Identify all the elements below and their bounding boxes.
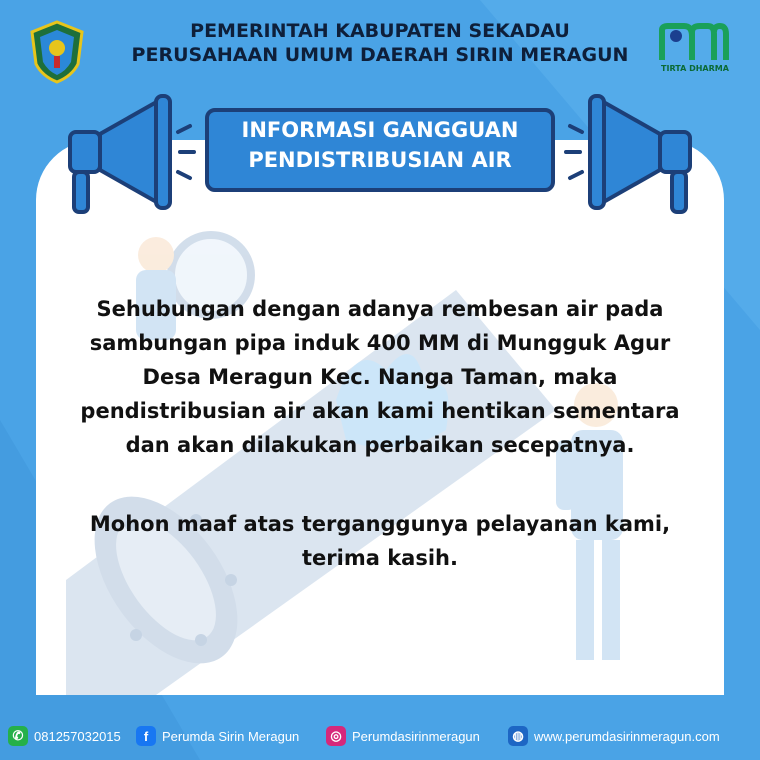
footer-phone[interactable] (8, 725, 121, 747)
footer-instagram[interactable] (326, 725, 480, 747)
website-url: www.perumdasirinmeragun.com (534, 728, 720, 744)
megaphone-right-icon (560, 92, 700, 217)
header-line-1: PEMERINTAH KABUPATEN SEKADAU (190, 20, 570, 42)
tirta-dharma-label: TIRTA DHARMA (661, 64, 729, 73)
instagram-icon: ◎ (326, 726, 346, 746)
globe-icon: ◍ (508, 726, 528, 746)
facebook-icon: f (136, 726, 156, 746)
megaphone-left-icon (60, 92, 200, 217)
footer-contacts (0, 705, 760, 760)
facebook-name: Perumda Sirin Meragun (162, 728, 300, 744)
header (0, 0, 760, 90)
footer-facebook[interactable] (136, 725, 299, 747)
footer-website[interactable] (508, 725, 720, 747)
whatsapp-icon: ✆ (8, 726, 28, 746)
apology-paragraph: Mohon maaf atas terganggunya pelayanan kami, terima kasih. (89, 512, 671, 570)
banner-title-line-2: PENDISTRIBUSIAN AIR (248, 148, 512, 172)
phone-number: 081257032015 (34, 728, 121, 744)
banner-title-line-1: INFORMASI GANGGUAN (241, 118, 519, 142)
instagram-handle: Perumdasirinmeragun (352, 728, 480, 744)
regency-emblem-icon (28, 20, 86, 84)
header-line-2: PERUSAHAAN UMUM DAERAH SIRIN MERAGUN (131, 44, 629, 66)
announcement-paragraph: Sehubungan dengan adanya rembesan air pada sambungan pipa induk 400 MM di Mungguk Agur Desa Meragun Kec. Nanga Taman, maka pendistribusian air akan kami hentikan sementara dan akan dilakukan perbaikan secepatnya. (80, 297, 680, 457)
